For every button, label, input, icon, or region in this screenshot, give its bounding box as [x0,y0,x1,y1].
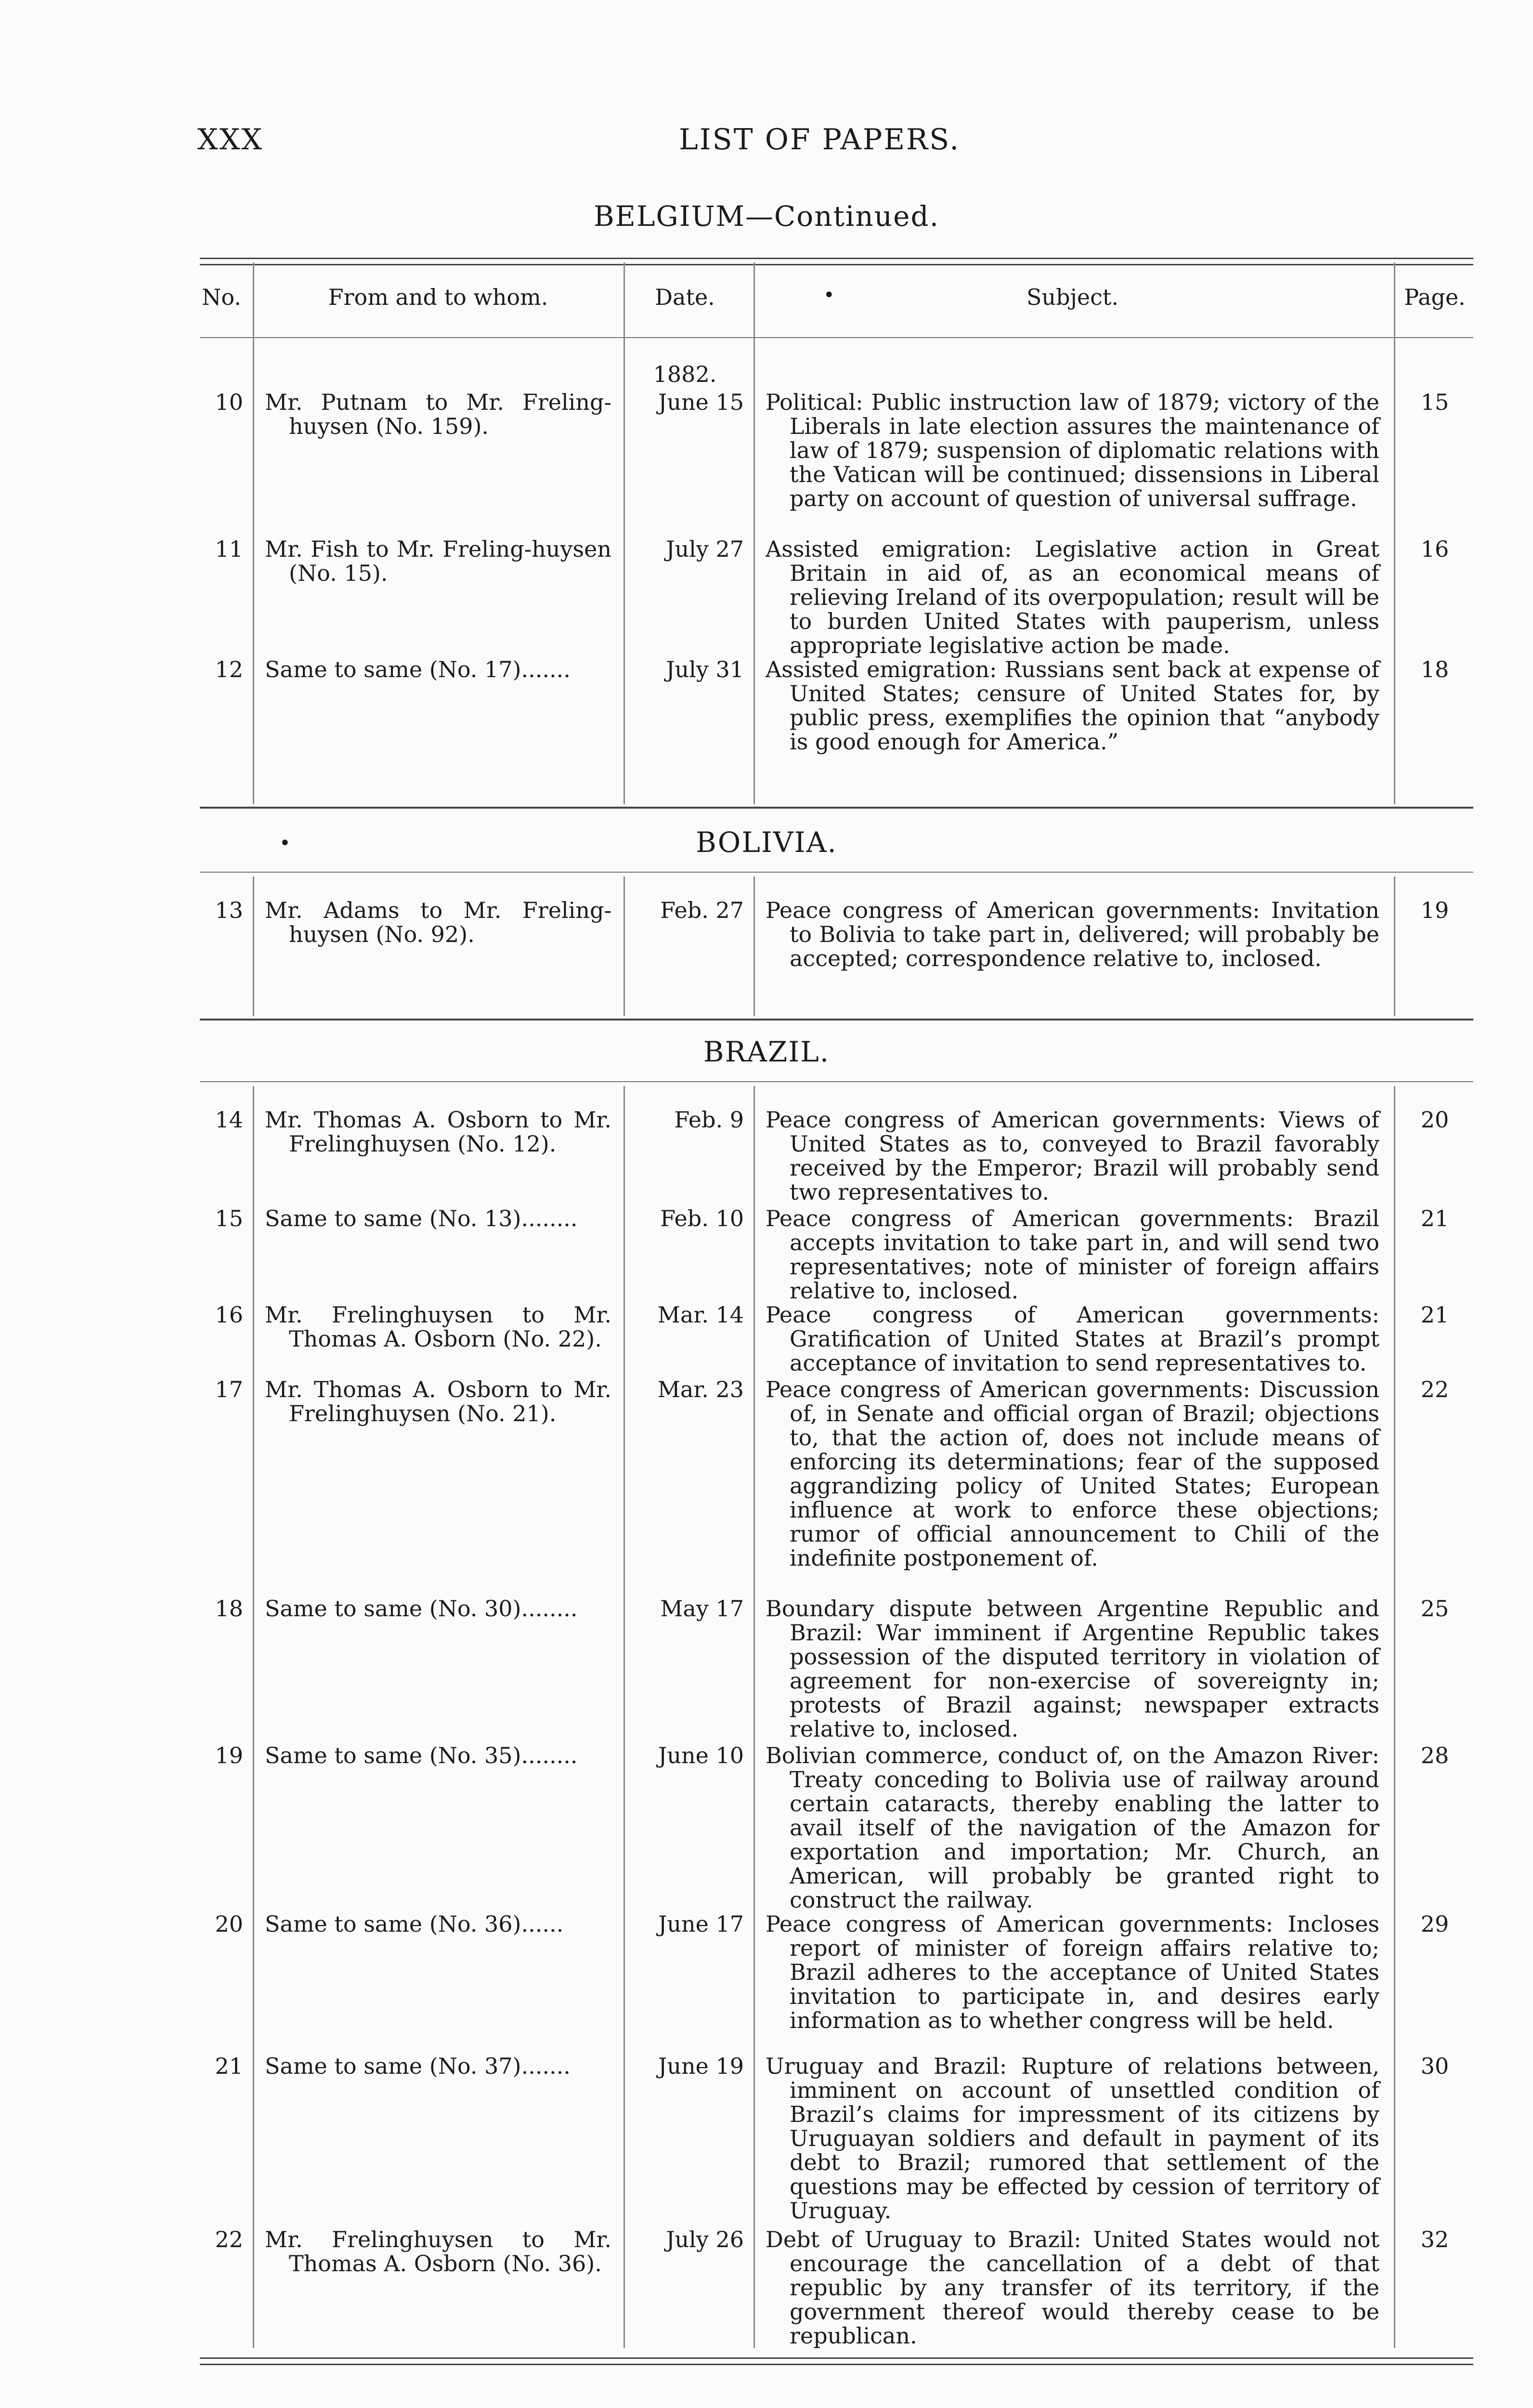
entry-from-text: Mr. Frelinghuysen to Mr. Thomas A. Osborn (No. 22). [265,1302,611,1352]
entry-from [265,1303,611,1351]
entry-number: 10 [215,389,243,415]
entry-date: Feb. 9 [674,1107,744,1133]
entry-from-text: Same to same (No. 13)........ [265,1205,578,1231]
entry-subject [766,898,1379,970]
entry-page: 21 [1420,1205,1449,1231]
entry-from-text: Same to same (No. 30)........ [265,1596,578,1622]
column-divider [1394,877,1395,1016]
entry-subject [766,1303,1379,1375]
column-header-page: Page. [1404,284,1466,310]
entry-subject [766,1108,1379,1204]
column-divider [624,877,625,1016]
entry-date: Feb. 10 [660,1205,744,1231]
entry-page: 25 [1420,1596,1449,1622]
entry-subject [766,1912,1379,2032]
entry-page: 28 [1420,1742,1449,1768]
entry-subject [766,537,1379,657]
entry-number: 21 [215,2053,243,2079]
entry-from-text: Same to same (No. 17)....... [265,656,571,682]
section-title-belgium: BELGIUM—Continued. [593,200,940,233]
entry-subject [766,390,1379,510]
entry-number: 11 [215,536,243,562]
entry-page: 21 [1420,1302,1449,1328]
entry-from-text: Mr. Adams to Mr. Freling-huysen (No. 92). [265,897,611,947]
entry-from [265,1597,611,1621]
column-divider [754,877,755,1016]
entry-subject [766,1597,1379,1741]
column-divider [624,1086,625,2348]
print-speck: • [279,832,291,854]
entry-subject [766,1377,1379,1570]
entry-subject-text: Assisted emigration: Russians sent back at expense of United States; censure of United States for, by public press, exemplifies the opinion that “anybody is good enough for America.” [766,656,1379,755]
section-rule [200,872,1473,873]
entry-subject [766,657,1379,754]
entry-page: 20 [1420,1107,1449,1133]
column-divider [253,1086,254,2348]
entry-date: June 15 [658,389,744,415]
entry-from [265,657,611,681]
section-title-brazil: BRAZIL. [703,1035,830,1068]
entry-from [265,1912,611,1936]
header-rule [200,337,1473,338]
entry-page: 22 [1420,1376,1449,1402]
entry-subject [766,1206,1379,1303]
entry-page: 32 [1420,2226,1449,2252]
entry-subject-text: Boundary dispute between Argentine Republic and Brazil: War imminent if Argentine Republic takes possession of the disputed territory in violation of agreement for non-exercise of sovereignty in; protests of Brazil against; newspaper extracts relative to, inclosed. [766,1596,1379,1742]
entry-from [265,1108,611,1156]
entry-number: 14 [215,1107,243,1133]
entry-date: June 17 [658,1911,744,1937]
section-rule [200,807,1473,809]
page-title: LIST OF PAPERS. [679,123,961,157]
entry-subject-text: Peace congress of American governments: Brazil accepts invitation to take part in, and will send two representatives; note of minister of foreign affairs relative to, inclosed. [766,1205,1379,1304]
column-divider [253,877,254,1016]
column-header-no: No. [202,284,241,310]
table-bottom-rule [200,2357,1473,2365]
entry-subject-text: Assisted emigration: Legislative action in Great Britain in aid of, as an economical means of relieving Ireland of its overpopulation; result will be to burden United States with pauperism, unless appropriate legislative action be made. [766,536,1379,658]
entry-subject [766,2054,1379,2223]
entry-page: 29 [1420,1911,1449,1937]
entry-date: Mar. 23 [657,1376,744,1402]
entry-from-text: Same to same (No. 35)........ [265,1742,578,1768]
entry-subject-text: Bolivian commerce, conduct of, on the Amazon River: Treaty conceding to Bolivia use of railway around certain cataracts, thereby enabling the latter to avail itself of the navigation of the Amazon for exportation and importation; Mr. Church, an American, will probably be granted right to construct the railway. [766,1742,1379,1913]
entry-from-text: Mr. Putnam to Mr. Freling-huysen (No. 159). [265,389,611,439]
column-divider [253,262,254,804]
entry-number: 20 [215,1911,243,1937]
section-title-bolivia: BOLIVIA. [696,826,837,859]
entry-subject-text: Peace congress of American governments: Discussion of, in Senate and official organ of Brazil; objections to, that the action of, does not include means of enforcing its determinations; fear of the supposed aggrandizing policy of United States; European influence at work to enforce these objections; rumor of official announcement to Chili of the indefinite postponement of. [766,1376,1379,1571]
entry-from-text: Mr. Thomas A. Osborn to Mr. Frelinghuysen (No. 12). [265,1107,611,1157]
entry-from [265,390,611,438]
entry-subject-text: Peace congress of American governments: Gratification of United States at Brazil’s prompt acceptance of invitation to send representatives to. [766,1302,1379,1376]
entry-date: July 31 [666,656,744,682]
entry-from [265,1377,611,1426]
entry-date: May 17 [660,1596,744,1622]
column-divider [754,1086,755,2348]
entry-number: 15 [215,1205,243,1231]
entry-page: 30 [1420,2053,1449,2079]
entry-date: Mar. 14 [657,1302,744,1328]
entry-date: June 10 [658,1742,744,1768]
entry-date: July 26 [666,2226,744,2252]
column-header-from: From and to whom. [328,284,548,310]
entry-from [265,537,611,585]
entry-from-text: Mr. Fish to Mr. Freling-huysen (No. 15). [265,536,611,586]
entry-from-text: Same to same (No. 36)...... [265,1911,564,1937]
entry-subject-text: Peace congress of American governments: Invitation to Bolivia to take part in, delivered; will probably be accepted; correspondence relative to, inclosed. [766,897,1379,971]
entry-number: 22 [215,2226,243,2252]
entry-number: 13 [215,897,243,923]
column-header-subject: Subject. [1026,284,1118,310]
entry-from [265,2054,611,2078]
entry-number: 16 [215,1302,243,1328]
print-speck: • [823,284,835,306]
entry-date: June 19 [658,2053,744,2079]
entry-from-text: Mr. Thomas A. Osborn to Mr. Frelinghuysen (No. 21). [265,1376,611,1426]
entry-date: July 27 [666,536,744,562]
entry-page: 18 [1420,656,1449,682]
entry-subject [766,1743,1379,1912]
entry-subject-text: Debt of Uruguay to Brazil: United States would not encourage the cancellation of a debt of that republic by any transfer of its territory, if the government thereof would thereby cease to be republican. [766,2226,1379,2349]
entry-subject-text: Peace congress of American governments: Incloses report of minister of foreign affairs relative to; Brazil adheres to the acceptance of United States invitation to participate in, and desires early information as to whether congress will be held. [766,1911,1379,2033]
entry-date: Feb. 27 [660,897,744,923]
column-divider [754,262,755,804]
year-label: 1882. [653,361,717,387]
entry-number: 19 [215,1742,243,1768]
entry-page: 15 [1420,389,1449,415]
column-header-date: Date. [655,284,715,310]
entry-page: 16 [1420,536,1449,562]
page-number: XXX [197,123,264,157]
table-top-rule [200,258,1473,265]
entry-page: 19 [1420,897,1449,923]
entry-number: 17 [215,1376,243,1402]
section-rule [200,1019,1473,1021]
section-rule [200,1081,1473,1082]
entry-subject-text: Peace congress of American governments: Views of United States as to, conveyed to Brazil favorably received by the Emperor; Brazil will probably send two representatives to. [766,1107,1379,1205]
entry-number: 12 [215,656,243,682]
entry-subject-text: Political: Public instruction law of 1879; victory of the Liberals in late election assures the maintenance of law of 1879; suspension of diplomatic relations with the Vatican will be continued; dissensions in Liberal party on account of question of universal suffrage. [766,389,1379,511]
column-divider [1394,1086,1395,2348]
entry-from-text: Mr. Frelinghuysen to Mr. Thomas A. Osborn (No. 36). [265,2226,611,2277]
column-divider [624,262,625,804]
entry-from-text: Same to same (No. 37)....... [265,2053,571,2079]
entry-from [265,898,611,946]
entry-from [265,1743,611,1767]
entry-number: 18 [215,1596,243,1622]
entry-from [265,2227,611,2276]
entry-subject [766,2227,1379,2348]
entry-from [265,1206,611,1230]
entry-subject-text: Uruguay and Brazil: Rupture of relations between, imminent on account of unsettled condition of Brazil’s claims for impressment of its citizens by Uruguayan soldiers and default in payment of its debt to Brazil; rumored that settlement of the questions may be effected by cession of territory of Uruguay. [766,2053,1379,2224]
column-divider [1394,262,1395,804]
